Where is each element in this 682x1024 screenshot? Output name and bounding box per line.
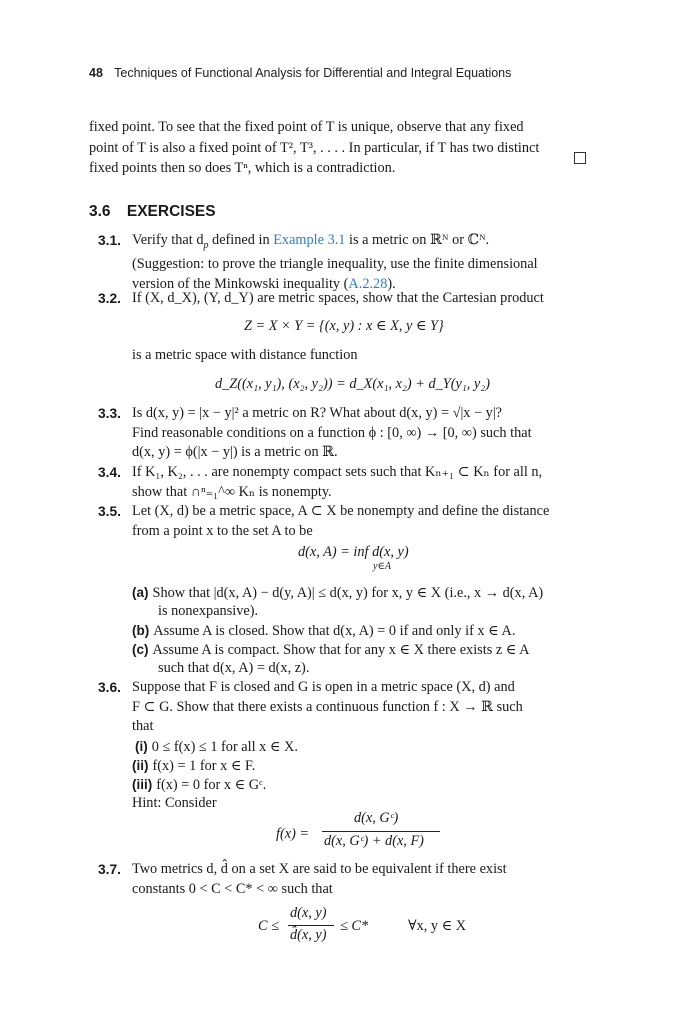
forall-clause: ∀x, y ∈ X — [408, 918, 467, 934]
exercise-label: 3.5. — [98, 504, 122, 519]
text: Verify that d — [132, 232, 204, 248]
fraction-f — [322, 810, 440, 850]
exercise-body — [132, 231, 588, 294]
part-c-cont: such that d(x, A) = d(x, z). — [158, 660, 310, 676]
fraction-numerator: d(x, Gᶜ) — [354, 810, 399, 826]
running-header — [89, 66, 511, 80]
proof-conclusion — [89, 117, 589, 179]
fraction-denominator: d(x, Gᶜ) + d(x, F) — [324, 833, 424, 849]
inf-subscript: y∈A — [373, 561, 391, 572]
exercise-line: constants 0 < C < C* < ∞ such that — [132, 880, 333, 897]
exercise-label: 3.1. — [98, 233, 122, 248]
text: defined in — [208, 232, 274, 248]
exercise-label: 3.4. — [98, 465, 122, 480]
part-ii — [132, 756, 255, 777]
exercise-line: d(x, y) = ϕ(|x − y|) is a metric on ℝ. — [132, 444, 338, 460]
exercise-body — [132, 404, 588, 463]
exercise-line: Let (X, d) be a metric space, A ⊂ X be nonempty and define the distance — [132, 503, 550, 519]
text: Show that |d(x, A) − d(y, A)| ≤ d(x, y) for x, y ∈ X (i.e., x → d(x, A) — [152, 585, 544, 601]
text: Assume A is compact. Show that for any x ∈ X there exists z ∈ A — [152, 642, 530, 658]
part-iii — [132, 775, 266, 796]
part-label: (ii) — [132, 758, 149, 773]
fraction-metric-ratio — [288, 905, 334, 947]
exercise-line: If K₁, K₂, . . . are nonempty compact sets such that Kₙ₊₁ ⊂ Kₙ for all n, — [132, 464, 543, 480]
equation-cartesian-product: Z = X × Y = {(x, y) : x ∈ X, y ∈ Y} — [244, 318, 444, 334]
exercise-line — [132, 231, 588, 255]
exercise-line: If (X, d_X), (Y, d_Y) are metric spaces, show that the Cartesian product — [132, 290, 544, 306]
exercise-line: Is d(x, y) = |x − y|² a metric on R? What about d(x, y) = √|x − y|? — [132, 405, 503, 421]
running-title: Techniques of Functional Analysis for Differential and Integral Equations — [114, 66, 512, 80]
part-a-cont: is nonexpansive). — [158, 603, 259, 619]
frac-lhs: f(x) = — [276, 826, 310, 842]
exercise-body — [132, 463, 588, 502]
intro-line: fixed point. To see that the fixed point of T is unique, observe that any fixed — [89, 119, 524, 135]
fraction-denominator: d̂(x, y) — [290, 927, 327, 943]
part-b — [132, 621, 515, 642]
page-number: 48 — [89, 66, 103, 80]
exercise-label: 3.3. — [98, 406, 122, 421]
exercise-label: 3.2. — [98, 291, 122, 306]
part-a — [132, 583, 543, 604]
exercise-line: Find reasonable conditions on a function ϕ : [0, ∞) → [0, ∞) such that — [132, 424, 532, 441]
section-title: EXERCISES — [126, 203, 216, 220]
exercise-body — [132, 860, 588, 899]
exercise-line: show that ∩ⁿ₌₁^∞ Kₙ is nonempty. — [132, 483, 332, 500]
exercise-line: is a metric space with distance function — [132, 347, 358, 363]
exercise-line: (Suggestion: to prove the triangle inequality, use the finite dimensional — [132, 256, 538, 273]
fraction-numerator: d(x, y) — [290, 905, 327, 921]
text: ). — [387, 275, 396, 292]
exercise-label: 3.6. — [98, 680, 122, 695]
exercise-line: F ⊂ G. Show that there exists a continuous function f : X → ℝ such — [132, 698, 523, 715]
equation-distance-to-set: d(x, A) = inf d(x, y) — [298, 544, 409, 560]
ineq-rhs: ≤ C* — [340, 918, 369, 934]
intro-line: point of T is also a fixed point of T², T³, . . . . In particular, if T has two distinct — [89, 139, 540, 156]
text: f(x) = 0 for x ∈ Gᶜ. — [156, 777, 267, 793]
part-label: (i) — [135, 739, 148, 754]
exercise-body — [132, 678, 588, 737]
text: is a metric on ℝᴺ or ℂᴺ. — [345, 232, 490, 248]
part-c — [132, 640, 529, 661]
exercise-line: from a point x to the set A to be — [132, 522, 313, 539]
example-link[interactable]: Example 3.1 — [273, 232, 346, 248]
fraction-bar — [322, 831, 440, 832]
text: Assume A is closed. Show that d(x, A) = 0 if and only if x ∈ A. — [153, 623, 516, 639]
equation-link[interactable]: A.2.28 — [348, 275, 388, 292]
ineq-lhs: C ≤ — [258, 918, 279, 934]
part-label: (b) — [132, 623, 150, 638]
text: f(x) = 1 for x ∈ F. — [152, 758, 256, 774]
subscript: p — [203, 239, 209, 251]
fraction-bar — [288, 925, 334, 926]
exercise-line: that — [132, 718, 154, 734]
exercise-label: 3.7. — [98, 862, 122, 877]
qed-square-icon — [574, 152, 586, 164]
exercise-body — [132, 502, 588, 541]
equation-product-metric: d_Z((x₁, y₁), (x₂, y₂)) = d_X(x₁, x₂) + d_Y(y₁, y₂) — [215, 376, 490, 392]
exercise-body — [132, 289, 588, 309]
hint: Hint: Consider — [132, 795, 217, 811]
intro-line: fixed points then so does Tⁿ, which is a contradiction. — [89, 160, 396, 176]
text: version of the Minkowski inequality ( — [132, 275, 349, 292]
exercise-line: Two metrics d, d̂ on a set X are said to be equivalent if there exist — [132, 861, 507, 877]
part-i — [135, 737, 298, 758]
part-label: (a) — [132, 585, 149, 600]
section-heading — [89, 203, 216, 221]
part-label: (c) — [132, 642, 149, 657]
text: 0 ≤ f(x) ≤ 1 for all x ∈ X. — [151, 739, 298, 755]
section-number: 3.6 — [89, 203, 111, 220]
exercise-line: Suppose that F is closed and G is open in a metric space (X, d) and — [132, 679, 515, 695]
part-label: (iii) — [132, 777, 153, 792]
